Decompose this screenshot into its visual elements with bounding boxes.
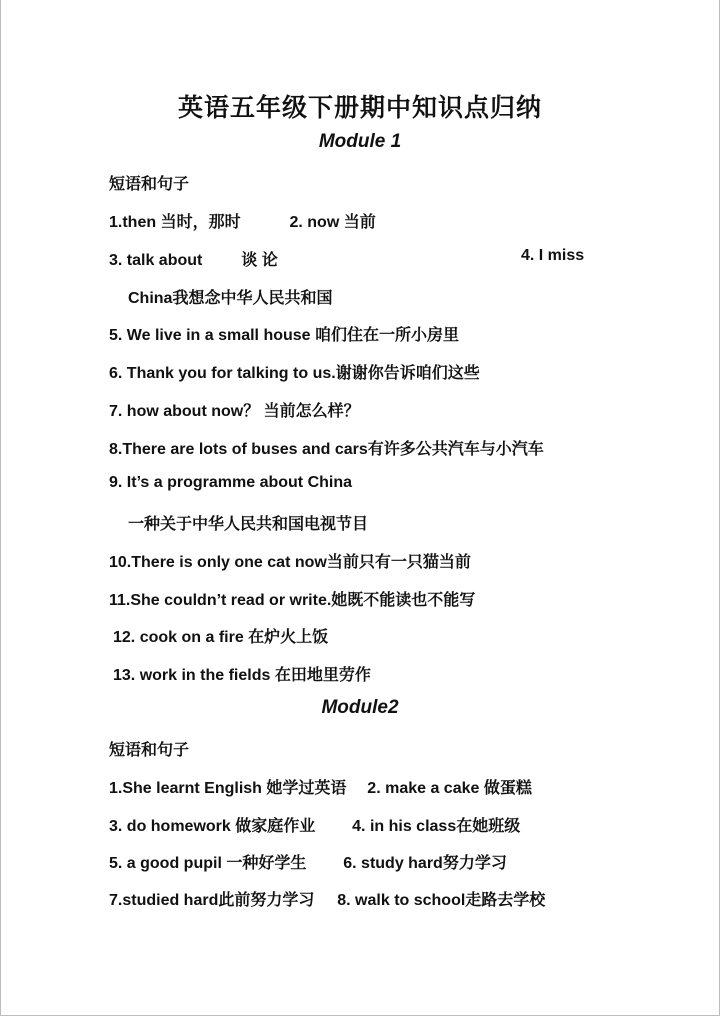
module2-item-4: 4. in his class在她班级 <box>352 818 521 835</box>
module1-item-2: 2. now 当前 <box>289 214 376 231</box>
module1-line-1 <box>109 209 376 232</box>
module1-item-3-meaning: 谈 论 <box>241 252 278 269</box>
module1-item-8: 8.There are lots of buses and cars有许多公共汽车与小汽车 <box>109 441 544 458</box>
module1-item-5: 5. We live in a small house 咱们住在一所小房里 <box>109 327 460 344</box>
module2-item-5: 5. a good pupil 一种好学生 <box>109 855 307 872</box>
module1-item-7: 7. how about now？ 当前怎么样？ <box>109 403 360 420</box>
module2-item-2: 2. make a cake 做蛋糕 <box>367 780 532 797</box>
module1-item-9-cont: 一种关于中华人民共和国电视节目 <box>128 516 369 533</box>
module1-item-10: 10.There is only one cat now当前只有一只猫当前 <box>109 554 471 571</box>
document-title: 英语五年级下册期中知识点归纳 <box>177 94 542 122</box>
module2-section-label: 短语和句子 <box>109 742 190 759</box>
module1-item-3: 3. talk about <box>109 252 203 269</box>
module2-line-7 <box>109 887 545 910</box>
module1-item-13: 13. work in the fields 在田地里劳作 <box>113 667 371 684</box>
module1-item-4-cont: China我想念中华人民共和国 <box>128 290 333 307</box>
module1-item-4: 4. I miss <box>521 247 585 264</box>
module1-item-11: 11.She couldn’t read or write.她既不能读也不能写 <box>109 592 476 609</box>
module1-heading: Module 1 <box>318 131 402 152</box>
module2-heading: Module2 <box>321 697 399 718</box>
module1-item-12: 12. cook on a fire 在炉火上饭 <box>113 629 329 646</box>
module2-line-3 <box>109 813 520 836</box>
module1-section-label: 短语和句子 <box>109 176 190 193</box>
module1-item-6: 6. Thank you for talking to us.谢谢你告诉咱们这些 <box>109 365 480 382</box>
module2-item-6: 6. study hard努力学习 <box>343 855 507 872</box>
module2-item-3: 3. do homework 做家庭作业 <box>109 818 316 835</box>
module2-line-5 <box>109 850 507 873</box>
module2-item-7: 7.studied hard此前努力学习 <box>109 892 315 909</box>
module2-item-1: 1.She learnt English 她学过英语 <box>109 780 347 797</box>
module1-item-1: 1.then 当时，那时 <box>109 214 241 231</box>
module1-item-9: 9. It’s a programme about China <box>109 474 353 491</box>
module1-line-3 <box>109 247 278 270</box>
module2-item-8: 8. walk to school走路去学校 <box>337 892 546 909</box>
module2-line-1 <box>109 775 532 798</box>
